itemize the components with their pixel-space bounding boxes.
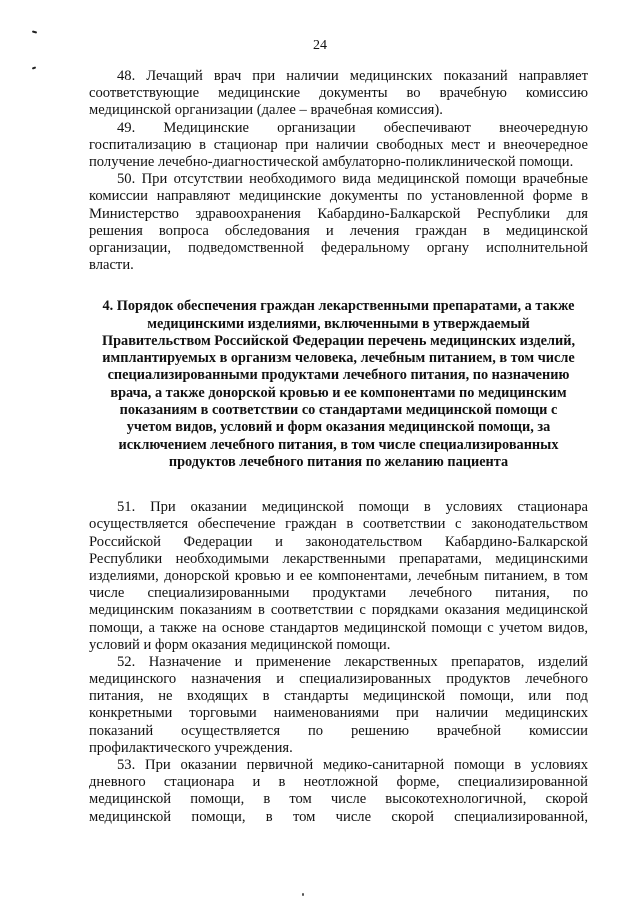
section-spacer — [89, 471, 588, 499]
paragraph-line: конкретными торговыми наименованиями при наличии медицинских — [89, 705, 588, 722]
paragraph-line: 53. При оказании первичной медико-санитарной помощи в условиях — [117, 757, 588, 774]
paragraph-line: показаний осуществляется по решению врачебной комиссии — [89, 722, 588, 739]
paragraph-49 — [89, 120, 588, 172]
paragraph-line: власти. — [89, 257, 134, 274]
paragraph-line: 51. При оказании медицинской помощи в условиях стационара — [117, 499, 588, 516]
paragraph-line: медицинской организации (далее – врачебная комиссия). — [89, 102, 443, 119]
paragraph-line: Республики необходимыми лекарственными препаратами, медицинскими — [89, 550, 588, 567]
paragraph-line: комиссии направляют медицинские документы по установленной форме в — [89, 188, 588, 205]
heading-line: показаниям в соответствии со стандартами медицинской помощи с — [119, 402, 558, 419]
paragraph-line: медицинской помощи, в том числе скорой специализированной, — [89, 808, 588, 825]
section-heading — [89, 298, 588, 471]
paragraph-52 — [89, 654, 588, 757]
heading-line: Правительством Российской Федерации перечень медицинских изделий, — [101, 332, 576, 349]
heading-line: учетом видов, условий и форм оказания медицинской помощи, за — [126, 419, 551, 436]
scan-artifact-mark — [32, 30, 37, 33]
paragraph-line: дневного стационара и в неотложной форме, специализированной — [89, 774, 588, 791]
paragraph-48 — [89, 68, 588, 120]
paragraph-line: условий и форм оказания медицинской помощи. — [89, 636, 391, 653]
paragraph-line: 48. Лечащий врач при наличии медицинских показаний направляет — [117, 68, 588, 84]
paragraph-line: решения вопроса обследования и лечения граждан в медицинской — [89, 222, 588, 239]
section-spacer — [89, 274, 588, 298]
paragraph-line: 52. Назначение и применение лекарственных препаратов, изделий — [117, 653, 588, 670]
paragraph-line: осуществляется обеспечение граждан в соответствии с законодательством — [89, 516, 588, 533]
paragraph-line: медицинской помощи, в том числе высокотехнологичной, скорой — [89, 791, 588, 808]
heading-line: врача, а также донорской кровью и ее компонентами по медицинским — [110, 384, 567, 401]
heading-line: специализированными продуктами лечебного питания, по назначению — [107, 367, 570, 384]
paragraph-line: питания, не входящих в стандарты медицинской помощи, или под — [89, 688, 588, 705]
scan-artifact-mark — [302, 893, 304, 896]
paragraph-line: соответствующие медицинские документы во врачебную комиссию — [89, 85, 588, 102]
paragraph-line: госпитализацию в стационар при наличии свободных мест и внеочередное — [89, 136, 588, 153]
paragraph-line: изделиями, донорской кровью и ее компонентами, лечебным питанием, в том — [89, 567, 588, 584]
paragraph-51 — [89, 499, 588, 654]
paragraph-53 — [89, 757, 588, 826]
paragraph-line: помощи, а также на основе стандартов медицинской помощи с учетом видов, — [89, 619, 588, 636]
heading-line: имплантируемых в организм человека, лечебным питанием, в том числе — [102, 350, 575, 367]
paragraph-line: Российской Федерации и законодательством Кабардино-Балкарской — [89, 533, 588, 550]
paragraph-line: профилактического учреждения. — [89, 739, 293, 756]
page-number: 24 — [313, 38, 327, 53]
document-body — [89, 68, 588, 826]
heading-line: 4. Порядок обеспечения граждан лекарственными препаратами, а также — [102, 298, 575, 315]
heading-line: продуктов лечебного питания по желанию пациента — [168, 453, 509, 470]
paragraph-line: медицинским показаниям в соответствии с порядками оказания медицинской — [89, 602, 588, 619]
paragraph-line: 50. При отсутствии необходимого вида медицинской помощи врачебные — [117, 171, 588, 188]
paragraph-line: получение лечебно-диагностической амбулаторно-поликлинической помощи. — [89, 153, 574, 170]
scan-artifact-mark — [32, 66, 36, 69]
paragraph-line: 49. Медицинские организации обеспечивают внеочередную — [117, 119, 588, 136]
paragraph-line: числе специализированными продуктами лечебного питания, по — [89, 585, 588, 602]
paragraph-50 — [89, 171, 588, 274]
heading-line: медицинскими изделиями, включенными в утверждаемый — [147, 315, 530, 332]
paragraph-line: Министерство здравоохранения Кабардино-Балкарской Республики для — [89, 205, 588, 222]
paragraph-line: организации, подведомственной федеральному органу исполнительной — [89, 239, 588, 256]
heading-line: исключением лечебного питания, в том числе специализированных — [118, 436, 559, 453]
paragraph-line: медицинского назначения и специализированных продуктов лечебного — [89, 671, 588, 688]
